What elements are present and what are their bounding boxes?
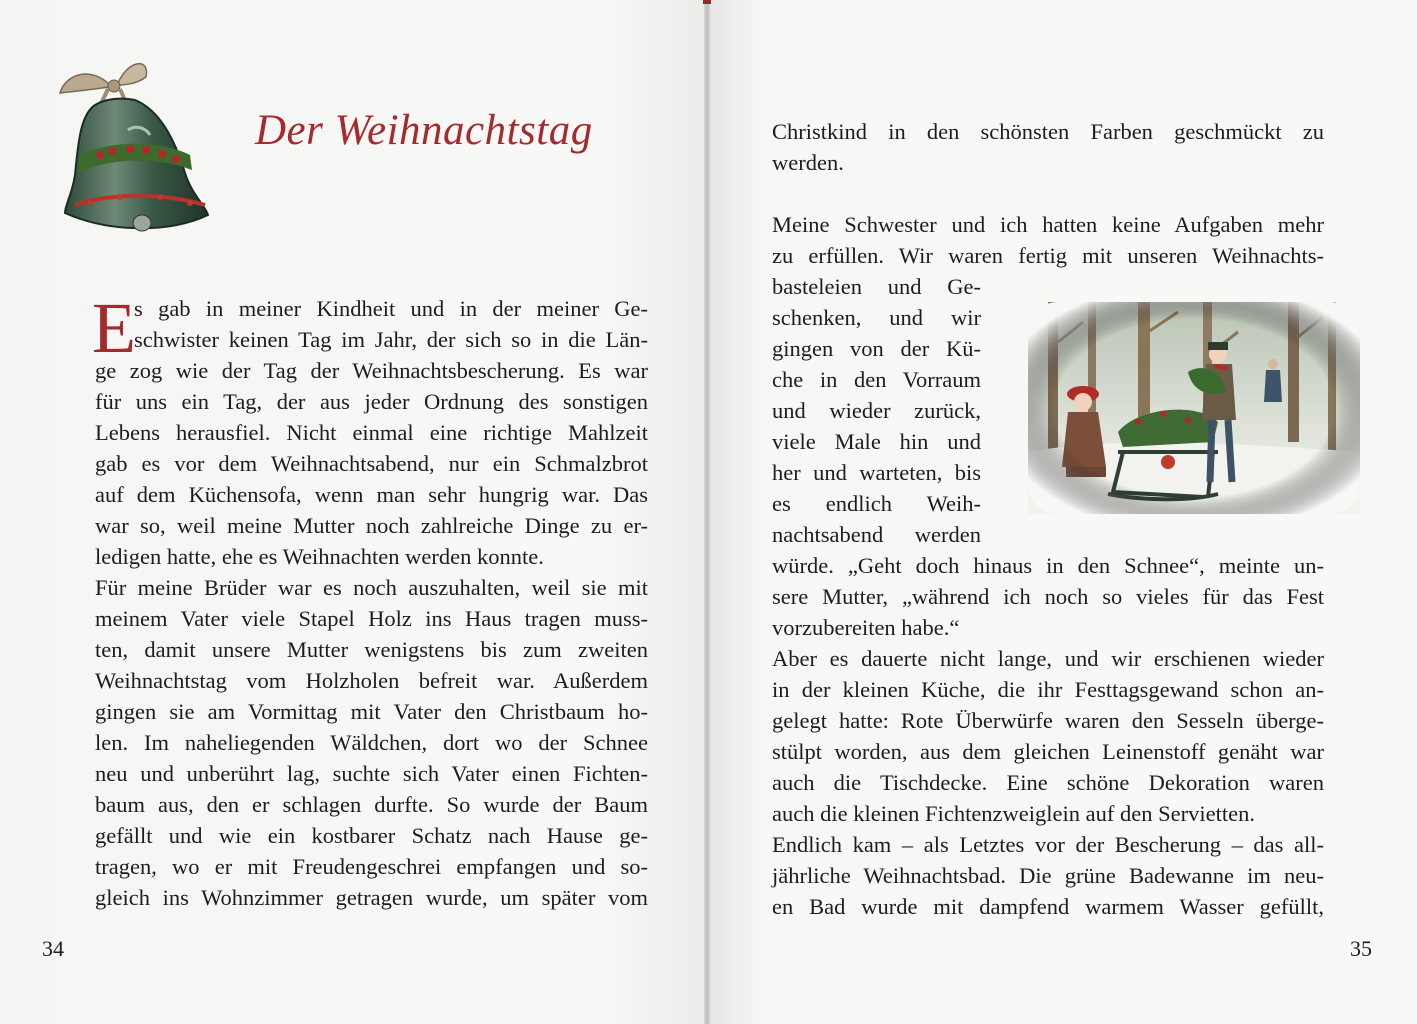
right-line: her und warteten, bis (772, 460, 981, 485)
left-line: ten, damit unsere Mutter wenigstens bis zum zweiten (95, 637, 648, 662)
right-line: es endlich Weih- (772, 491, 981, 516)
right-line: und wieder zurück, (772, 398, 981, 423)
bookmark-ribbon (703, 0, 711, 4)
right-line: gelegt hatte: Rote Überwürfe waren den Sesseln überge- (772, 708, 1324, 733)
right-line: en Bad wurde mit dampfend warmem Wasser gefüllt, (772, 894, 1324, 919)
right-line: in der kleinen Küche, die ihr Festtagsgewand schon an- (772, 677, 1324, 702)
christmas-bell-icon (50, 55, 220, 245)
left-line: gab es vor dem Weihnachtsabend, nur ein Schmalzbrot (95, 451, 648, 476)
left-line: Für meine Brüder war es noch auszuhalten, weil sie mit (95, 575, 648, 600)
left-line: war so, weil meine Mutter noch zahlreiche Dinge zu er- (95, 513, 648, 538)
page-number-right: 35 (1350, 936, 1372, 961)
left-line: meinem Vater viele Stapel Holz ins Haus tragen muss- (95, 606, 648, 631)
left-line: gefällt und wie ein kostbarer Schatz nach Hause ge- (95, 823, 648, 848)
right-line: vorzubereiten habe.“ (772, 615, 960, 640)
left-line: len. Im naheliegenden Wäldchen, dort wo der Schnee (95, 730, 648, 755)
left-line: auf dem Küchensofa, wenn man sehr hungrig war. Das (95, 482, 648, 507)
right-line: schenken, und wir (772, 305, 981, 330)
left-line: Lebens herausfiel. Nicht einmal eine richtige Mahlzeit (95, 420, 648, 445)
book-gutter (704, 0, 710, 1024)
right-line: gingen von der Kü- (772, 336, 981, 361)
right-line: Christkind in den schönsten Farben geschmückt zu (772, 119, 1324, 144)
right-line: stülpt worden, aus dem gleichen Leinenstoff genäht war (772, 739, 1324, 764)
left-line: Weihnachtstag vom Holzholen befreit war. Außerdem (95, 668, 648, 693)
left-line: gingen sie am Vormittag mit Vater den Christbaum ho- (95, 699, 648, 724)
left-line: gleich ins Wohnzimmer getragen wurde, um später vom (95, 885, 648, 910)
left-line: neu und unberührt lag, suchte sich Vater einen Fichten- (95, 761, 648, 786)
left-line: schwister keinen Tag im Jahr, der sich so in die Län- (134, 327, 648, 352)
left-line: ge zog wie der Tag der Weihnachtsbescherung. Es war (95, 358, 648, 383)
left-line: ledigen hatte, ehe es Weihnachten werden konnte. (95, 544, 544, 569)
right-line: che in den Vorraum (772, 367, 981, 392)
right-line: auch die Tischdecke. Eine schöne Dekoration waren (772, 770, 1324, 795)
winter-sled-illustration (1028, 302, 1360, 514)
right-line: würde. „Geht doch hinaus in den Schnee“, meinte un- (772, 553, 1324, 578)
right-line: Endlich kam – als Letztes vor der Bescherung – das all- (772, 832, 1324, 857)
left-line: tragen, wo er mit Freudengeschrei empfangen und so- (95, 854, 648, 879)
right-line: jährliche Weihnachtsbad. Die grüne Badewanne im neu- (772, 863, 1324, 888)
right-line: zu erfüllen. Wir waren fertig mit unseren Weihnachts- (772, 243, 1324, 268)
drop-cap: E (92, 288, 136, 368)
right-line: auch die kleinen Fichtenzweiglein auf den Servietten. (772, 801, 1255, 826)
right-line: sere Mutter, „während ich noch so vieles für das Fest (772, 584, 1324, 609)
right-line: viele Male hin und (772, 429, 981, 454)
right-line: Aber es dauerte nicht lange, und wir erschienen wieder (772, 646, 1324, 671)
right-line: basteleien und Ge- (772, 274, 981, 299)
right-line: Meine Schwester und ich hatten keine Aufgaben mehr (772, 212, 1324, 237)
page-number-left: 34 (42, 936, 64, 961)
left-line: baum aus, den er schlagen durfte. So wurde der Baum (95, 792, 648, 817)
right-line: nachtsabend werden (772, 522, 981, 547)
left-line: s gab in meiner Kindheit und in der meiner Ge- (134, 296, 648, 321)
left-line: für uns ein Tag, der aus jeder Ordnung des sonstigen (95, 389, 648, 414)
right-line: werden. (772, 150, 844, 175)
chapter-title: Der Weihnachtstag (255, 107, 593, 154)
